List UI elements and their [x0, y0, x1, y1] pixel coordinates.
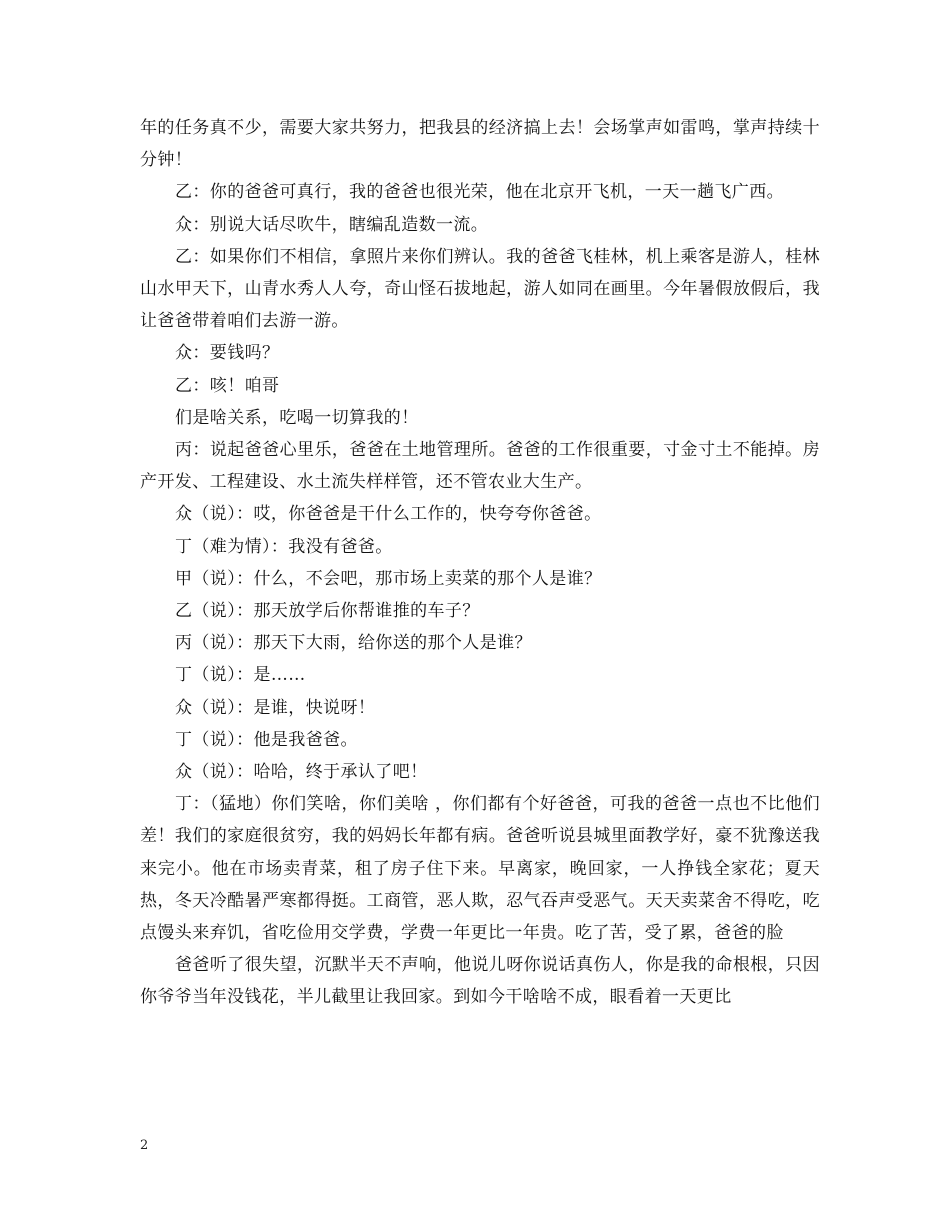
- paragraph: 众：别说大话尽吹牛，瞎编乱造数一流。: [175, 214, 489, 235]
- paragraph: 年的任务真不少，需要大家共努力，把我县的经济搞上去！会场掌声如雷鸣，掌声持续十分钟！: [140, 118, 820, 171]
- paragraph: 丙（说）：那天下大雨，给你送的那个人是谁？: [175, 633, 532, 654]
- paragraph: 乙：你的爸爸可真行，我的爸爸也很光荣，他在北京开飞机，一天一趟飞广西。: [175, 182, 784, 203]
- paragraph: 们是啥关系，吃喝一切算我的！: [175, 407, 419, 428]
- paragraph: 众（说）：是谁，快说呀！: [175, 697, 376, 718]
- paragraph: 乙：如果你们不相信，拿照片来你们辨认。我的爸爸飞桂林，机上乘客是游人，桂林山水甲天下，山青水秀人人夸，奇山怪石拔地起，游人如同在画里。今年暑假放假后，我让爸爸带着咱们去游一游。: [140, 246, 820, 332]
- paragraph: 丙：说起爸爸心里乐，爸爸在土地管理所。爸爸的工作很重要，寸金寸土不能掉。房产开发、工程建设、水土流失样样管，还不管农业大生产。: [140, 440, 820, 493]
- document-body: [140, 112, 820, 1014]
- paragraph: 丁（难为情）：我没有爸爸。: [175, 536, 393, 557]
- paragraph: 甲（说）：什么，不会吧，那市场上卖菜的那个人是谁？: [175, 568, 602, 589]
- paragraph: 众：要钱吗？: [175, 343, 280, 364]
- paragraph: 爸爸听了很失望，沉默半天不声响，他说儿呀你说话真伤人，你是我的命根根，只因你爷爷当年没钱花，半儿截里让我回家。到如今干啥啥不成，眼看着一天更比: [140, 955, 820, 1008]
- paragraph: 众（说）：哈哈，终于承认了吧！: [175, 762, 428, 783]
- paragraph: 乙：咳！咱哥: [175, 375, 280, 396]
- paragraph: 众（说）：哎，你爸爸是干什么工作的，快夸夸你爸爸。: [175, 504, 602, 525]
- paragraph: 丁（说）：他是我爸爸。: [175, 729, 358, 750]
- paragraph: 丁（说）：是……: [175, 665, 306, 686]
- paragraph: 乙（说）：那天放学后你帮谁推的车子？: [175, 601, 480, 622]
- paragraph: 丁：（猛地）你们笑啥，你们美啥 ，你们都有个好爸爸，可我的爸爸一点也不比他们差！我们的家庭很贫穷，我的妈妈长年都有病。爸爸听说县城里面教学好，豪不犹豫送我来完小。他在市场卖青菜，租了房子住下来。早离家，晚回家，一人挣钱全家花；夏天热，冬天冷酷暑严寒都得挺。工商管，恶人欺，忍气吞声受恶气。天天卖菜舍不得吃，吃点馒头来弃饥，省吃俭用交学费，学费一年更比一年贵。吃了苦，受了累，爸爸的脸: [140, 794, 820, 944]
- page-number: 2: [140, 1138, 149, 1153]
